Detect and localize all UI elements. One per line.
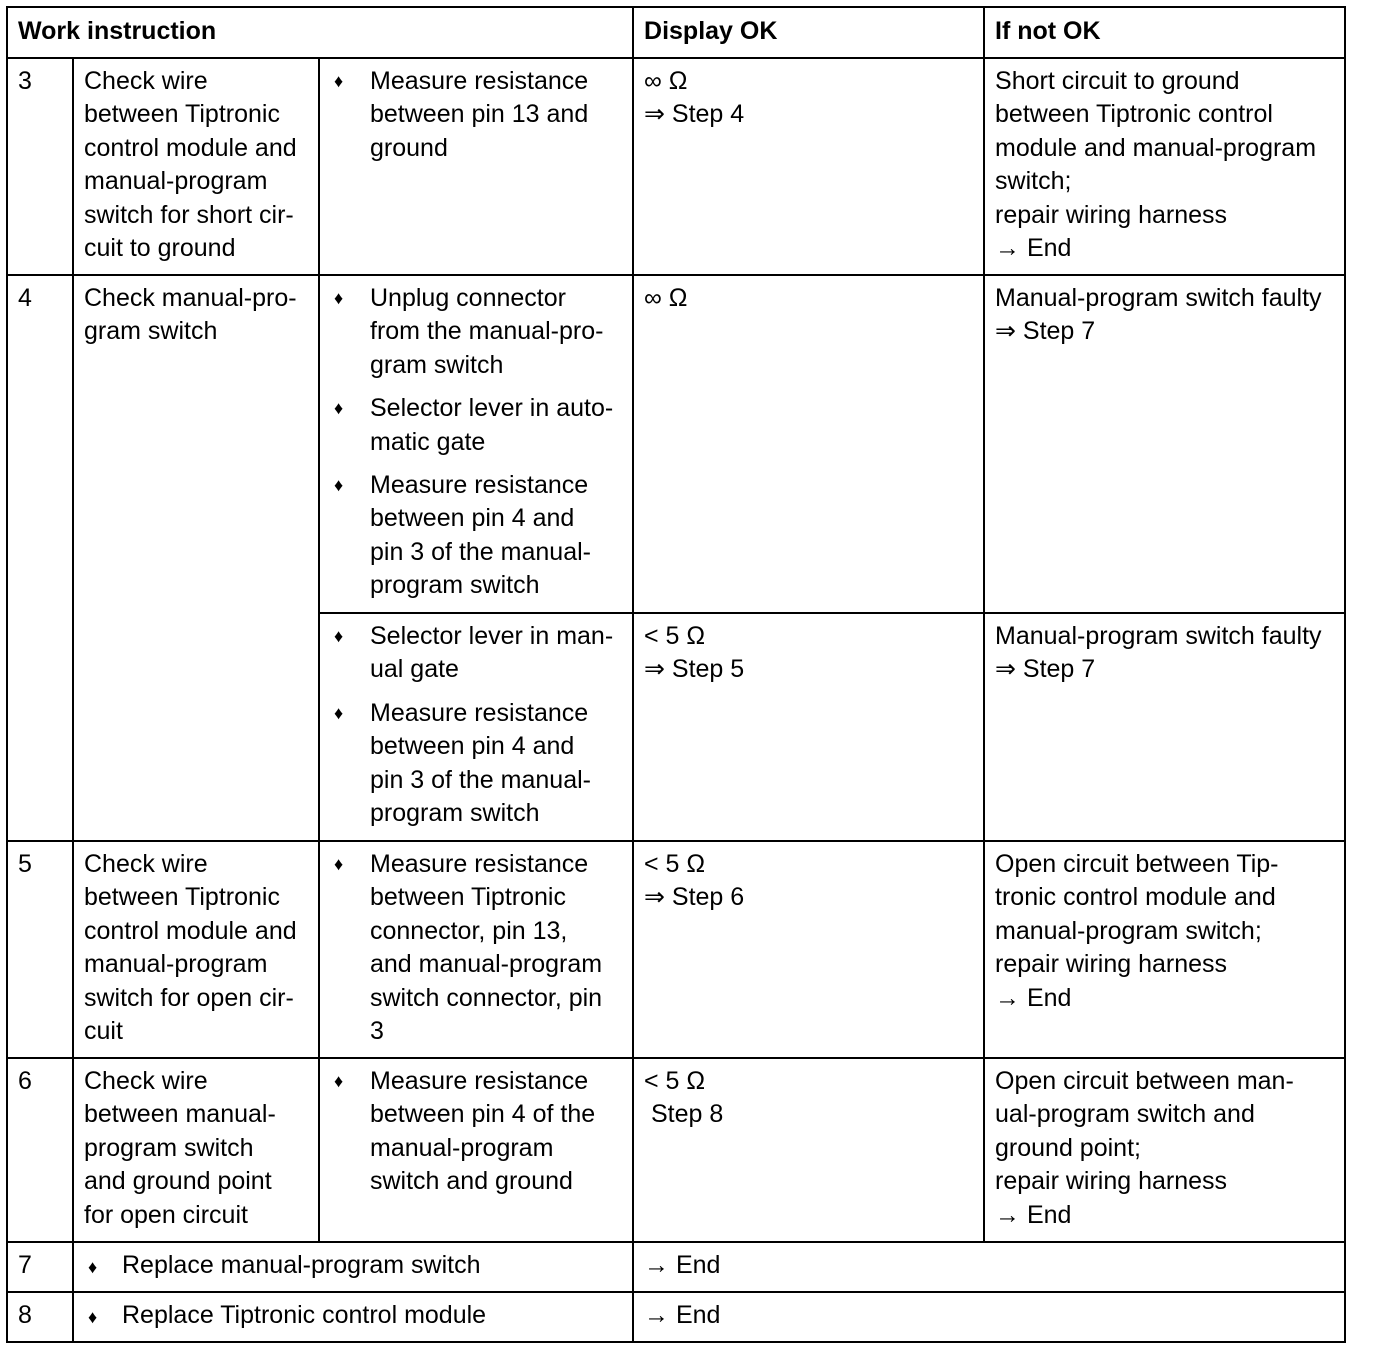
list-item: ♦ Measure resistance between pin 13 and ground [334,67,589,162]
list-item: ♦ Replace manual-program switch [84,1249,624,1284]
display-ok-value: ∞ Ω [633,275,984,613]
list-item: ♦ Replace Tiptronic control module [84,1299,624,1334]
table-row [7,275,1345,613]
if-not-ok-value: Short circuit to ground between Tiptronic control module and manual-program switch; repair wiring harness → End [984,58,1345,275]
list-item: ♦ Unplug connector from the manual-pro- gram switch [334,284,604,379]
list-item: ♦ Measure resistance between pin 4 and pin 3 of the manual- program switch [334,698,591,828]
step-actions [319,275,633,613]
bullet-diamond-icon: ♦ [334,398,344,419]
bullet-diamond-icon: ♦ [334,702,344,723]
bullet-diamond-icon: ♦ [334,1071,344,1091]
list-item: ♦ Selector lever in auto- matic gate [334,394,614,456]
step-description: Check wire between Tiptronic control module and manual-program switch for short cir- cuit to ground [73,58,319,275]
table-row [7,841,1345,1058]
table-row [7,1242,1345,1292]
list-item: ♦ Measure resistance between pin 4 of the manual-program switch and ground [334,1067,596,1196]
bullet-diamond-icon: ♦ [334,288,344,308]
header-if-not-ok: If not OK [984,7,1345,58]
display-ok-value: < 5 Ω Step 8 [633,1058,984,1242]
step-actions [319,841,633,1058]
bullet-diamond-icon: ♦ [334,475,344,496]
step-number: 7 [7,1242,73,1292]
bullet-diamond-icon: ♦ [334,71,344,91]
header-display-ok: Display OK [633,7,984,58]
display-ok-value: ∞ Ω ⇒ Step 4 [633,58,984,275]
step-number: 3 [7,58,73,275]
bullet-diamond-icon: ♦ [334,854,344,874]
step-actions [73,1242,633,1292]
if-not-ok-value: Manual-program switch faulty ⇒ Step 7 [984,275,1345,613]
if-not-ok-value: Manual-program switch faulty ⇒ Step 7 [984,613,1345,841]
table-row [7,1058,1345,1242]
display-ok-value: < 5 Ω ⇒ Step 6 [633,841,984,1058]
if-not-ok-value: Open circuit between Tip- tronic control module and manual-program switch; repair wiring harness → End [984,841,1345,1058]
bullet-diamond-icon: ♦ [88,1257,98,1277]
step-number: 4 [7,275,73,841]
step-actions [73,1292,633,1342]
table-row [7,1292,1345,1342]
step-number: 5 [7,841,73,1058]
display-ok-value: → End [633,1292,1345,1342]
display-ok-value: → End [633,1242,1345,1292]
diagnostic-table [6,6,1346,1343]
step-description: Check manual-pro- gram switch [73,275,319,841]
table-row [7,58,1345,275]
step-actions [319,58,633,275]
if-not-ok-value: Open circuit between man- ual-program switch and ground point; repair wiring harness → End [984,1058,1345,1242]
step-number: 6 [7,1058,73,1242]
display-ok-value: < 5 Ω ⇒ Step 5 [633,613,984,841]
step-description: Check wire between Tiptronic control module and manual-program switch for open cir- cuit [73,841,319,1058]
list-item: ♦ Selector lever in man- ual gate [334,622,614,684]
list-item: ♦ Measure resistance between Tiptronic connector, pin 13, and manual-program switch connector, pin 3 [334,850,603,1046]
work-instruction-document [6,6,1346,1343]
step-actions [319,1058,633,1242]
list-item: ♦ Measure resistance between pin 4 and pin 3 of the manual- program switch [334,471,591,600]
step-number: 8 [7,1292,73,1342]
bullet-diamond-icon: ♦ [88,1307,98,1327]
step-actions [319,613,633,841]
table-header-row [7,7,1345,58]
header-work-instruction: Work instruction [7,7,633,58]
bullet-diamond-icon: ♦ [334,626,344,646]
step-description: Check wire between manual- program switch and ground point for open circuit [73,1058,319,1242]
